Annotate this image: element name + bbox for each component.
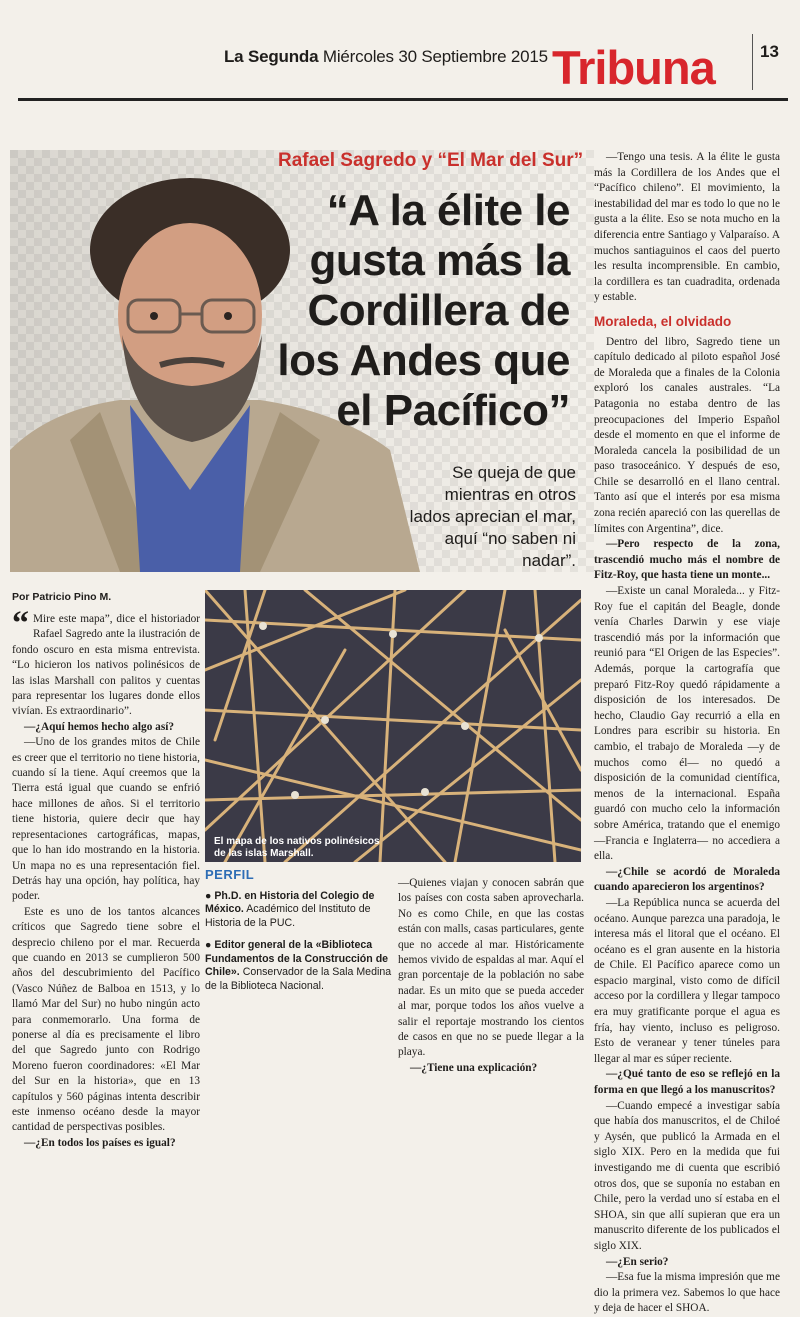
- question: —Pero respecto de la zona, trascendió mucho más el nombre de Fitz-Roy, que hasta tiene un monte...: [594, 538, 780, 582]
- profile-item-bold: Editor general de la «Biblioteca Fundamentos de la Construcción de Chile».: [205, 939, 389, 978]
- question: —¿Chile se acordó de Moraleda cuando aparecieron los argentinos?: [594, 865, 780, 894]
- header-divider: [752, 34, 753, 90]
- profile-item: [205, 939, 395, 993]
- paragraph: —Existe un canal Moraleda... y Fitz-Roy fue el capitán del Beagle, donde venía Charles Darwin y ese viaje trascendió más por la información que reunió para “El Origen de las Especies”. Además, porque la cartografía que preparó Fitz-Roy quedó rápidamente a disposición de los interesados. De hecho, Claudio Gay recurrió a ella en Londres para escribir su historia. En cambio, el trabajo de Moraleda —y de muchos como él— no quedó a disposición de la comunidad científica, menos de la internacional. España guardó con mucho celo la información sobre América, tratando que el enemigo —Francia e Inglaterra— no accediera a ella.: [594, 585, 780, 863]
- question: —¿En todos los países es igual?: [24, 1136, 176, 1149]
- headline: “A la élite le gusta más la Cordillera de los Andes que el Pacífico”: [277, 186, 570, 435]
- paragraph: Dentro del libro, Sagredo tiene un capítulo dedicado al piloto español José de Moraleda que a finales de la Colonia exploró los canales australes. “La Patagonia no estaba dentro de las preocupaciones del Imperio Español desde el momento en que el informe de Moraleda cancela la posibilidad de un paso trasoceánico. Y después de eso, Chile se desarrolló en el llano central. Tanto así que el interés por esa misma zona recién apareció con las querellas de límites con Argentina”, dice.: [594, 335, 780, 535]
- issue-date: Miércoles 30 Septiembre 2015: [322, 47, 548, 66]
- header-rule: [18, 98, 788, 101]
- stick-chart-illustration: [205, 590, 581, 862]
- profile-item: [205, 890, 395, 931]
- paragraph: —Cuando empecé a investigar sabía que había dos manuscritos, el de Chiloé y Aysén, que publicó la Armada en el siglo XIX. Pero en la medida que fui investigando me di cuenta que escribió otros dos, que se suponía no estaban en Chile, pero la verdad uno sí estaba en el SHOA, sin que allí supieran que era un manuscrito diferente de los publicados el siglo XIX.: [594, 1099, 780, 1252]
- profile-item-bold: Ph.D. en Historia del Colegio de México.: [205, 889, 375, 915]
- section-title: Tribuna: [552, 41, 715, 94]
- question: —¿Qué tanto de eso se reflejó en la forma en que llegó a los manuscritos?: [594, 1068, 780, 1097]
- stick-chart-photo: [205, 590, 581, 862]
- paragraph: —Esa fue la misma impresión que me dio la primera vez. Sabemos lo que hace y deja de hacer el SHOA.: [594, 1271, 780, 1315]
- article-kicker: Rafael Sagredo y “El Mar del Sur”: [278, 150, 584, 171]
- newspaper-name: La Segunda: [224, 47, 319, 66]
- masthead: [224, 47, 548, 67]
- paragraph: —Uno de los grandes mitos de Chile es creer que el territorio no tiene historia, cuando sí la tiene. Aquí creemos que la Tierra está igual que cuando se enfrió hace millones de años. Si el territorio tiene historia, quiere decir que hay representaciones cartográficas, mapas, que lo han ido mostrando en la historia. Un mapa no es una representación fiel. Detrás hay una opción, hay política, hay poder.: [12, 736, 200, 903]
- question: —¿En serio?: [606, 1255, 669, 1268]
- page-number: 13: [760, 42, 779, 61]
- bullet-icon: ●: [205, 889, 215, 902]
- profile-item-text: Académico del Instituto de Historia de la PUC.: [205, 903, 371, 929]
- byline: Por Patricio Pino M.: [12, 591, 112, 603]
- paragraph: —La República nunca se acuerda del océano. Aunque parezca una paradoja, le interesa más el litoral que el océano. El océano es el gran ausente en la historia de Chile. El Pacífico aparece como un espacio marginal, visto como de difícil acceso por la cordillera y llegar tampoco era muy gratificante porque el agua es fría, hay viento, incluso es peligroso. Esto de veranear y tener túneles para llegar al mar es súper reciente.: [594, 896, 780, 1065]
- right-column: [594, 150, 780, 1317]
- paragraph: [12, 605, 200, 720]
- profile-item-text: Conservador de la Sala Medina de la Biblioteca Nacional.: [205, 966, 392, 992]
- paragraph: —Quienes viajan y conocen sabrán que los países con costa saben aprovecharla. No es como Chile, en que las costas están con malls, casas particulares, gente que no accede al mar. Históricamente hemos vivido de espaldas al mar. Aquí el gran porcentaje de la población no sabe nadar. Es un mito que se pueda acceder al mar, porque todos los años vuelve a salir el reportaje mostrando los cientos de casos en que no se puede llegar a la playa.: [398, 877, 584, 1059]
- quote-mark-icon: “: [12, 605, 29, 642]
- subhead: Moraleda, el olvidado: [594, 313, 732, 329]
- paragraph: Este es uno de los tantos alcances críticos que Sagredo tiene sobre el desprecio chileno por el mar. Recuerda que cuando en 2013 se cumplieron 500 años del descubrimiento del Pacífico (Vasco Núñez de Balboa en 1513, y lo llamó Mar del Sur) no hubo ningún acto para conmemorarlo. Una forma de ponerse al día es precisamente el libro del que Sagredo junto con Rodrigo Moreno fueron coordinadores: «El Mar del Sur en la historia», que en 13 capítulos y 560 páginas intenta describir este inmenso océano desde la mayor cantidad de perspectivas posibles.: [12, 905, 200, 1134]
- profile-box: [205, 868, 395, 1002]
- paragraph: —Tengo una tesis. A la élite le gusta más la Cordillera de los Andes que el “Pacífico chileno”. El movimiento, la inestabilidad del mar es todo lo que no le gusta a la élite. Eso se nota mucho en la diferencia entre Santiago y Valparaíso. A muchos santiaguinos el caos del puerto les resulta incomprensible. En cambio, la cordillera es tan cuadradita, ordenada y estable.: [594, 151, 780, 304]
- question: —¿Aquí hemos hecho algo así?: [24, 720, 175, 733]
- deck: Se queja de que mientras en otros lados aprecian el mar, aquí “no saben ni nadar”.: [409, 463, 576, 570]
- photo-caption: El mapa de los nativos polinésicos de las islas Marshall.: [214, 836, 380, 859]
- bullet-icon: ●: [205, 939, 215, 951]
- middle-column: [398, 876, 584, 1076]
- question: —¿Tiene una explicación?: [410, 1061, 538, 1074]
- left-column: [12, 605, 200, 1151]
- profile-title: PERFIL: [205, 867, 255, 882]
- lead-text: Mire este mapa”, dice el historiador Rafael Sagredo ante la ilustración de fondo oscuro en esta misma entrevista. “Lo hicieron los nativos polinésicos de las islas Marshall con palitos y cuentas para representar los lugares donde ellos vivían. Es extraordinario”.: [12, 613, 200, 718]
